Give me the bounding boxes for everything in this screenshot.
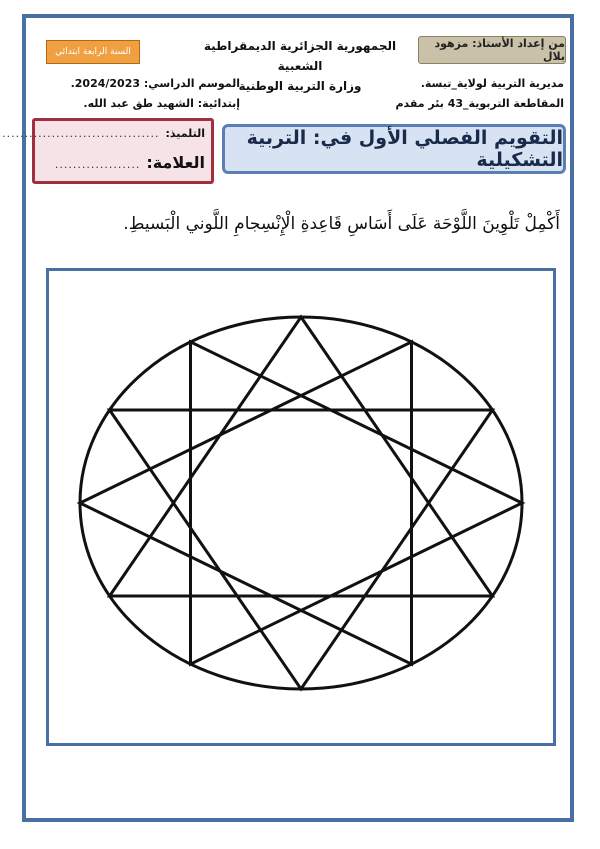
directorate-name: مديرية التربية لولاية_تبسة. (420, 77, 564, 90)
student-grade-field[interactable]: ................... (54, 158, 141, 171)
school-season: الموسم الدراسي: 2024/2023. (70, 77, 240, 90)
instruction-text: أَكْمِلْ تَلْوِينَ اللَّوْحَة عَلَى أَسَاسِ قَاعِدةِ الْإِنْسِجامِ اللَّوني الْبَسيطِ. (123, 214, 560, 234)
student-name-row (2, 127, 205, 140)
star-polygon-drawing (49, 271, 553, 743)
student-grade-row (55, 153, 205, 172)
drawing-box (46, 268, 556, 746)
level-tag: السنة الرابعة ابتدائي (46, 40, 140, 64)
author-tag: من إعداد الأستاذ: مزهود بلال (418, 36, 566, 64)
student-name-field[interactable]: ................................... (2, 127, 160, 140)
star-triangle-2 (80, 342, 412, 664)
exam-title: التقويم الفصلي الأول في: التربية التشكيلية (222, 124, 566, 174)
student-name-label: التلميذ: (165, 127, 205, 140)
outer-circle (80, 317, 522, 689)
star-triangle-3 (110, 410, 493, 689)
ministry-name: وزارة التربية الوطنية (238, 79, 362, 93)
republic-name: الجمهورية الجزائرية الديمقراطية الشعبية (203, 39, 397, 73)
student-grade-label: العلامة: (146, 153, 205, 172)
student-box (2, 118, 214, 184)
district-name: المقاطعة التربوية_43 بئر مقدم (395, 97, 564, 110)
star-triangle-1 (110, 317, 493, 596)
header-left (40, 74, 240, 114)
star-lines (80, 317, 522, 689)
star-triangle-4 (191, 342, 523, 664)
school-name: إبتدائية: الشهيد طق عبد الله. (83, 97, 240, 110)
header-right (344, 74, 564, 114)
